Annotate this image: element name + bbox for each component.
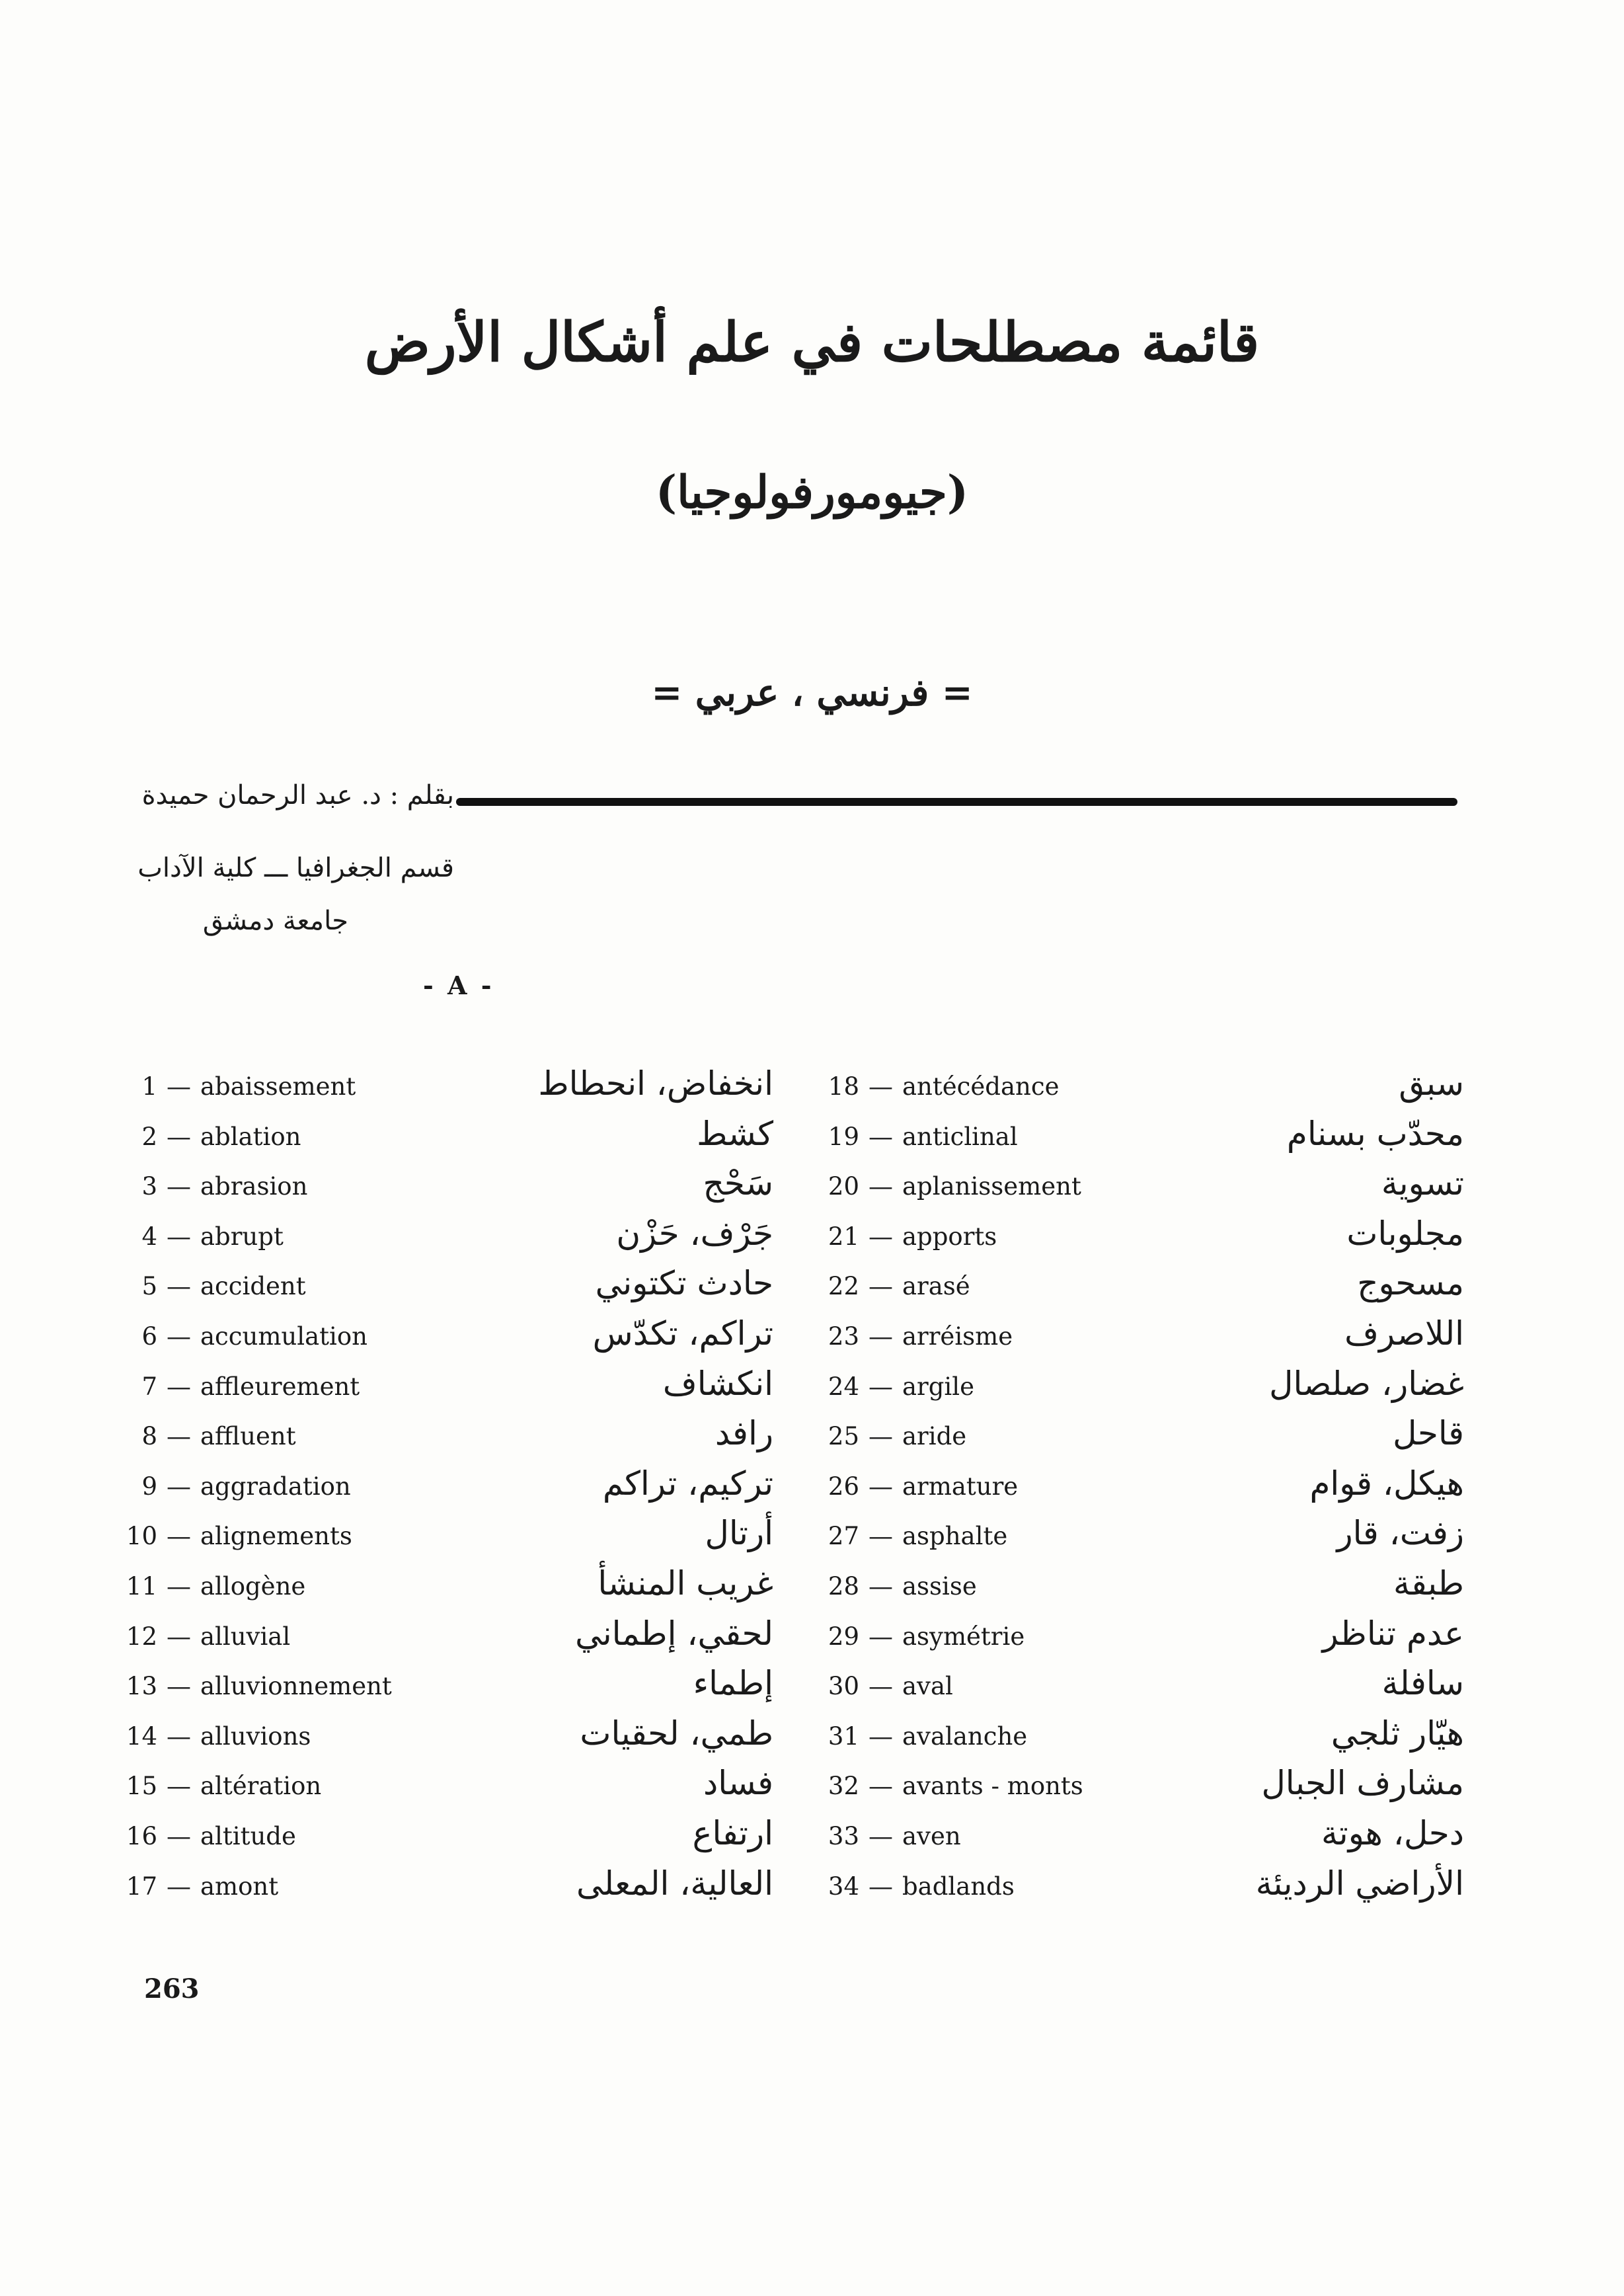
glossary-entry-french bbox=[820, 1222, 997, 1251]
entry-number: 5 bbox=[141, 1272, 157, 1301]
glossary-entry-french bbox=[118, 1822, 296, 1850]
glossary-entry-arabic: هيكل، قوام bbox=[1309, 1464, 1464, 1503]
language-pair-heading: = فرنسي ، عربي = bbox=[651, 671, 973, 715]
glossary-entry-french bbox=[118, 1522, 352, 1550]
glossary-entry-french bbox=[820, 1872, 1015, 1901]
glossary-entry-arabic: محدّب بسنام bbox=[1286, 1114, 1464, 1153]
page-number: 263 bbox=[144, 1973, 200, 2004]
entry-dash: — bbox=[167, 1622, 191, 1651]
glossary-entry-arabic: أرتال bbox=[705, 1514, 773, 1553]
glossary-entry-arabic: سبق bbox=[1399, 1064, 1464, 1103]
glossary-entry-arabic: عدم تناظر bbox=[1322, 1614, 1464, 1653]
entry-term: aval bbox=[902, 1672, 953, 1701]
glossary-entry-arabic: زفت، قار bbox=[1336, 1514, 1464, 1553]
entry-term: alluvial bbox=[200, 1622, 291, 1651]
glossary-entry-french bbox=[820, 1372, 974, 1401]
entry-dash: — bbox=[869, 1272, 893, 1301]
glossary-entry-french bbox=[118, 1172, 307, 1201]
entry-dash: — bbox=[167, 1372, 191, 1401]
entry-dash: — bbox=[869, 1322, 893, 1351]
glossary-entry-arabic: حادث تكتوني bbox=[595, 1264, 773, 1303]
entry-dash: — bbox=[167, 1272, 191, 1301]
entry-dash: — bbox=[869, 1822, 893, 1850]
entry-number: 12 bbox=[126, 1622, 157, 1651]
section-letter: - A - bbox=[423, 970, 494, 1000]
entry-number: 22 bbox=[828, 1272, 859, 1301]
glossary-entry-arabic: مسحوج bbox=[1357, 1264, 1464, 1303]
entry-number: 11 bbox=[126, 1572, 157, 1601]
entry-dash: — bbox=[869, 1072, 893, 1101]
glossary-entry-arabic: هيّار ثلجي bbox=[1331, 1714, 1464, 1753]
entry-number: 23 bbox=[828, 1322, 859, 1351]
entry-dash: — bbox=[869, 1172, 893, 1201]
glossary-entry-arabic: رافد bbox=[715, 1414, 773, 1453]
glossary-entry-french bbox=[820, 1472, 1018, 1501]
entry-number: 17 bbox=[126, 1872, 157, 1901]
entry-number: 29 bbox=[828, 1622, 859, 1651]
entry-dash: — bbox=[167, 1672, 191, 1701]
entry-number: 14 bbox=[126, 1722, 157, 1751]
page-title: قائمة مصطلحات في علم أشكال الأرض bbox=[364, 311, 1260, 374]
glossary-entry-french bbox=[820, 1722, 1027, 1751]
entry-number: 19 bbox=[828, 1122, 859, 1151]
entry-term: armature bbox=[902, 1472, 1019, 1501]
entry-term: apports bbox=[902, 1222, 997, 1251]
glossary-entry-arabic: انخفاض، انحطاط bbox=[538, 1064, 773, 1103]
entry-number: 33 bbox=[828, 1822, 859, 1850]
entry-term: antécédance bbox=[902, 1072, 1060, 1101]
entry-number: 27 bbox=[828, 1522, 859, 1551]
glossary-entry-arabic: طبقة bbox=[1393, 1564, 1464, 1603]
glossary-entry-arabic: كشط bbox=[697, 1114, 773, 1153]
glossary-entry-arabic: تركيم، تراكم bbox=[602, 1464, 773, 1503]
glossary-entry-french bbox=[118, 1222, 284, 1251]
glossary-entry-french bbox=[118, 1322, 367, 1351]
glossary-entry-french bbox=[820, 1572, 977, 1601]
glossary-entry-arabic: اللاصرف bbox=[1344, 1314, 1464, 1353]
glossary-entry-french bbox=[820, 1822, 961, 1850]
glossary-entry-french bbox=[118, 1072, 356, 1101]
entry-dash: — bbox=[869, 1622, 893, 1651]
entry-term: abrasion bbox=[200, 1172, 308, 1201]
entry-dash: — bbox=[167, 1572, 191, 1601]
entry-term: avants - monts bbox=[902, 1772, 1083, 1801]
entry-number: 15 bbox=[126, 1772, 157, 1801]
entry-number: 10 bbox=[126, 1522, 157, 1551]
entry-number: 6 bbox=[141, 1322, 157, 1351]
glossary-entry-arabic: جَرْف، حَزْن bbox=[616, 1214, 773, 1253]
glossary-entry-arabic: قاحل bbox=[1393, 1414, 1464, 1453]
glossary-entry-arabic: دحل، هوتة bbox=[1321, 1814, 1464, 1852]
author-line: بقلم : د. عبد الرحمان حميدة bbox=[141, 780, 454, 811]
glossary-entry-arabic: مشارف الجبال bbox=[1261, 1764, 1464, 1803]
glossary-entry-french bbox=[820, 1672, 953, 1700]
glossary-entry-arabic: طمي، لحقيات bbox=[580, 1714, 773, 1753]
entry-number: 28 bbox=[828, 1572, 859, 1601]
entry-number: 30 bbox=[828, 1672, 859, 1701]
divider-rule bbox=[456, 798, 1457, 806]
entry-term: affluent bbox=[200, 1422, 296, 1451]
entry-term: argile bbox=[902, 1372, 974, 1401]
glossary-entry-arabic: غريب المنشأ bbox=[598, 1564, 773, 1603]
entry-dash: — bbox=[869, 1572, 893, 1601]
entry-term: alluvionnement bbox=[200, 1672, 392, 1701]
entry-dash: — bbox=[167, 1472, 191, 1501]
glossary-entry-french bbox=[820, 1322, 1013, 1351]
glossary-entry-french bbox=[118, 1772, 321, 1800]
entry-dash: — bbox=[869, 1122, 893, 1151]
entry-dash: — bbox=[869, 1722, 893, 1751]
entry-term: accumulation bbox=[200, 1322, 367, 1351]
glossary-entry-arabic: إطماء bbox=[693, 1664, 773, 1703]
entry-number: 18 bbox=[828, 1072, 859, 1101]
glossary-entry-french bbox=[820, 1272, 970, 1300]
entry-dash: — bbox=[167, 1072, 191, 1101]
entry-number: 21 bbox=[828, 1222, 859, 1251]
glossary-entry-arabic: تسوية bbox=[1381, 1164, 1464, 1203]
entry-number: 16 bbox=[126, 1822, 157, 1850]
entry-number: 26 bbox=[828, 1472, 859, 1501]
entry-dash: — bbox=[167, 1422, 191, 1451]
entry-term: arréisme bbox=[902, 1322, 1013, 1351]
glossary-entry-french bbox=[820, 1172, 1081, 1201]
glossary-entry-arabic: لحقي، إطماني bbox=[575, 1614, 773, 1653]
entry-term: avalanche bbox=[902, 1722, 1028, 1751]
entry-term: aggradation bbox=[200, 1472, 351, 1501]
entry-number: 25 bbox=[828, 1422, 859, 1451]
entry-term: asphalte bbox=[902, 1522, 1008, 1551]
entry-term: altération bbox=[200, 1772, 322, 1801]
glossary-entry-french bbox=[820, 1522, 1007, 1550]
entry-dash: — bbox=[167, 1772, 191, 1801]
glossary-entry-french bbox=[118, 1622, 290, 1651]
entry-term: arasé bbox=[902, 1272, 970, 1301]
entry-number: 8 bbox=[141, 1422, 157, 1451]
entry-term: anticlinal bbox=[902, 1122, 1018, 1151]
entry-dash: — bbox=[167, 1822, 191, 1850]
entry-dash: — bbox=[167, 1872, 191, 1901]
entry-term: abrupt bbox=[200, 1222, 284, 1251]
entry-number: 13 bbox=[126, 1672, 157, 1701]
entry-term: alignements bbox=[200, 1522, 352, 1551]
glossary-entry-french bbox=[118, 1372, 360, 1401]
page-subtitle: (جيومورفولوجيا) bbox=[655, 466, 969, 519]
entry-dash: — bbox=[167, 1722, 191, 1751]
entry-dash: — bbox=[869, 1222, 893, 1251]
entry-number: 34 bbox=[828, 1872, 859, 1901]
entry-dash: — bbox=[869, 1372, 893, 1401]
glossary-entry-french bbox=[820, 1772, 1083, 1800]
entry-number: 20 bbox=[828, 1172, 859, 1201]
entry-term: assise bbox=[902, 1572, 977, 1601]
glossary-entry-arabic: الأراضي الرديئة bbox=[1255, 1864, 1464, 1903]
glossary-entry-french bbox=[820, 1072, 1059, 1101]
entry-dash: — bbox=[167, 1172, 191, 1201]
glossary-entry-arabic: سَحْج bbox=[703, 1164, 773, 1203]
glossary-entry-arabic: العالية، المعلى bbox=[576, 1864, 773, 1903]
glossary-entry-french bbox=[118, 1872, 278, 1901]
entry-number: 2 bbox=[141, 1122, 157, 1151]
entry-term: ablation bbox=[200, 1122, 301, 1151]
glossary-entry-french bbox=[118, 1123, 301, 1151]
entry-term: aride bbox=[902, 1422, 967, 1451]
glossary-entry-arabic: مجلوبات bbox=[1346, 1214, 1464, 1253]
entry-term: abaissement bbox=[200, 1072, 356, 1101]
department-line: قسم الجغرافيا ـــ كلية الآداب bbox=[137, 853, 454, 883]
entry-term: badlands bbox=[902, 1872, 1015, 1901]
entry-number: 32 bbox=[828, 1772, 859, 1801]
entry-term: aven bbox=[902, 1822, 961, 1850]
entry-dash: — bbox=[869, 1522, 893, 1551]
entry-dash: — bbox=[167, 1122, 191, 1151]
entry-term: alluvions bbox=[200, 1722, 311, 1751]
entry-number: 1 bbox=[141, 1072, 157, 1101]
glossary-entry-french bbox=[118, 1572, 305, 1601]
entry-dash: — bbox=[869, 1672, 893, 1701]
glossary-entry-french bbox=[820, 1622, 1025, 1651]
glossary-entry-arabic: تراكم، تكدّس bbox=[592, 1314, 773, 1353]
glossary-entry-arabic: ارتفاع bbox=[692, 1814, 773, 1852]
entry-term: accident bbox=[200, 1272, 306, 1301]
entry-term: allogène bbox=[200, 1572, 306, 1601]
glossary-entry-arabic: غضار، صلصال bbox=[1269, 1364, 1464, 1403]
entry-term: affleurement bbox=[200, 1372, 360, 1401]
university-line: جامعة دمشق bbox=[202, 906, 348, 936]
entry-number: 4 bbox=[141, 1222, 157, 1251]
glossary-entry-french bbox=[118, 1272, 306, 1300]
entry-term: asymétrie bbox=[902, 1622, 1025, 1651]
entry-dash: — bbox=[167, 1222, 191, 1251]
entry-dash: — bbox=[869, 1422, 893, 1451]
glossary-entry-arabic: فساد bbox=[703, 1764, 773, 1803]
entry-dash: — bbox=[869, 1772, 893, 1801]
entry-term: aplanissement bbox=[902, 1172, 1081, 1201]
glossary-entry-french bbox=[118, 1472, 351, 1501]
entry-number: 7 bbox=[141, 1372, 157, 1401]
entry-dash: — bbox=[167, 1522, 191, 1551]
glossary-entry-french bbox=[118, 1722, 311, 1751]
entry-dash: — bbox=[869, 1872, 893, 1901]
glossary-entry-french bbox=[118, 1422, 296, 1450]
entry-number: 9 bbox=[141, 1472, 157, 1501]
entry-number: 31 bbox=[828, 1722, 859, 1751]
glossary-entry-french bbox=[820, 1422, 966, 1450]
entry-dash: — bbox=[869, 1472, 893, 1501]
glossary-entry-arabic: انكشاف bbox=[662, 1364, 773, 1403]
glossary-entry-french bbox=[118, 1672, 392, 1700]
entry-term: amont bbox=[200, 1872, 279, 1901]
glossary-entry-arabic: سافلة bbox=[1381, 1664, 1464, 1703]
entry-term: altitude bbox=[200, 1822, 296, 1850]
entry-dash: — bbox=[167, 1322, 191, 1351]
entry-number: 24 bbox=[828, 1372, 859, 1401]
entry-number: 3 bbox=[141, 1172, 157, 1201]
glossary-entry-french bbox=[820, 1123, 1018, 1151]
